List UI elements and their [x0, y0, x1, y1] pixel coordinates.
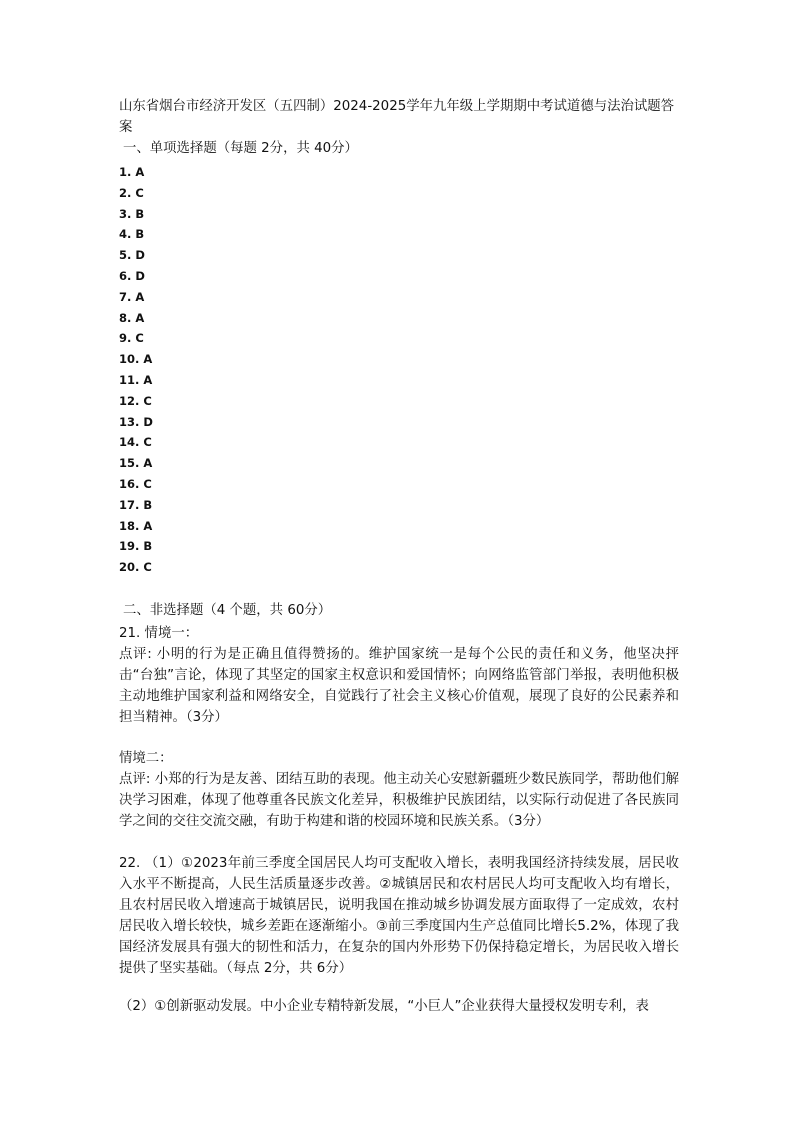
spacer: [119, 979, 679, 996]
list-item: 20. C: [119, 560, 152, 575]
list-item: 17. B: [119, 497, 153, 512]
answer-list: [119, 162, 679, 578]
document-title: 山东省烟台市经济开发区（五四制）2024-2025学年九年级上学期期中考试道德与法治试题答案: [119, 99, 675, 135]
list-item: 6. D: [119, 268, 145, 283]
section-heading-choice: 一、单项选择题（每题 2分，共 40分）: [123, 141, 358, 156]
list-item: 5. D: [119, 248, 145, 263]
list-item: 19. B: [119, 539, 153, 554]
spacer: [119, 728, 679, 749]
spacer: [119, 578, 679, 600]
list-item: 14. C: [119, 435, 152, 450]
list-item: 10. A: [119, 352, 153, 367]
list-item: 15. A: [119, 456, 153, 471]
list-item: 2. C: [119, 185, 144, 200]
list-item: 7. A: [119, 289, 145, 304]
list-item: 8. A: [119, 310, 145, 325]
question-21-comment-1: 点评: 小明的行为是正确且值得赞扬的。维护国家统一是每个公民的责任和义务，他坚决抨击“台独”言论，体现了其坚定的国家主权意识和爱国情怀；向网络监管部门举报，表明他积极主动地维护国家利益和网络安全，自觉践行了社会主义核心价值观，展现了良好的公民素养和担当精神。（3分）: [119, 646, 679, 725]
section-heading-nonchoice: 二、非选择题（4 个题，共 60分）: [123, 602, 332, 618]
spacer: [119, 832, 679, 853]
question-21-label-2: 情境二：: [119, 750, 173, 766]
question-22-part-2: （2）①创新驱动发展。中小企业专精特新发展，“小巨人”企业获得大量授权发明专利，表: [119, 998, 649, 1014]
list-item: 16. C: [119, 476, 152, 491]
question-22-part-1: 22. （1）①2023年前三季度全国居民人均可支配收入增长，表明我国经济持续发展，居民收入水平不断提高，人民生活质量逐步改善。②城镇居民和农村居民人均可支配收入均有增长，且农村居民收入增速高于城镇居民，说明我国在推动城乡协调发展方面取得了一定成效，农村居民收入增长较快，城乡差距在逐渐缩小。③前三季度国内生产总值同比增长5.2%，体现了我国经济发展具有强大的韧性和活力，在复杂的国内外形势下仍保持稳定增长，为居民收入增长提供了坚实基础。（每点 2分，共 6分）: [119, 855, 679, 976]
question-21-label: 21. 情境一：: [119, 625, 199, 641]
list-item: 18. A: [119, 518, 153, 533]
document-page: [119, 96, 679, 1017]
list-item: 3. B: [119, 206, 145, 221]
list-item: 1. A: [119, 165, 145, 179]
list-item: 11. A: [119, 372, 153, 387]
list-item: 9. C: [119, 331, 144, 346]
list-item: 12. C: [119, 393, 152, 408]
list-item: 13. D: [119, 414, 153, 429]
question-21-comment-2: 点评: 小郑的行为是友善、团结互助的表现。他主动关心安慰新疆班少数民族同学，帮助他们解决学习困难，体现了他尊重各民族文化差异，积极维护民族团结，以实际行动促进了各民族同学之间的交往交流交融，有助于构建和谐的校园环境和民族关系。（3分）: [119, 771, 679, 829]
list-item: 4. B: [119, 227, 145, 242]
